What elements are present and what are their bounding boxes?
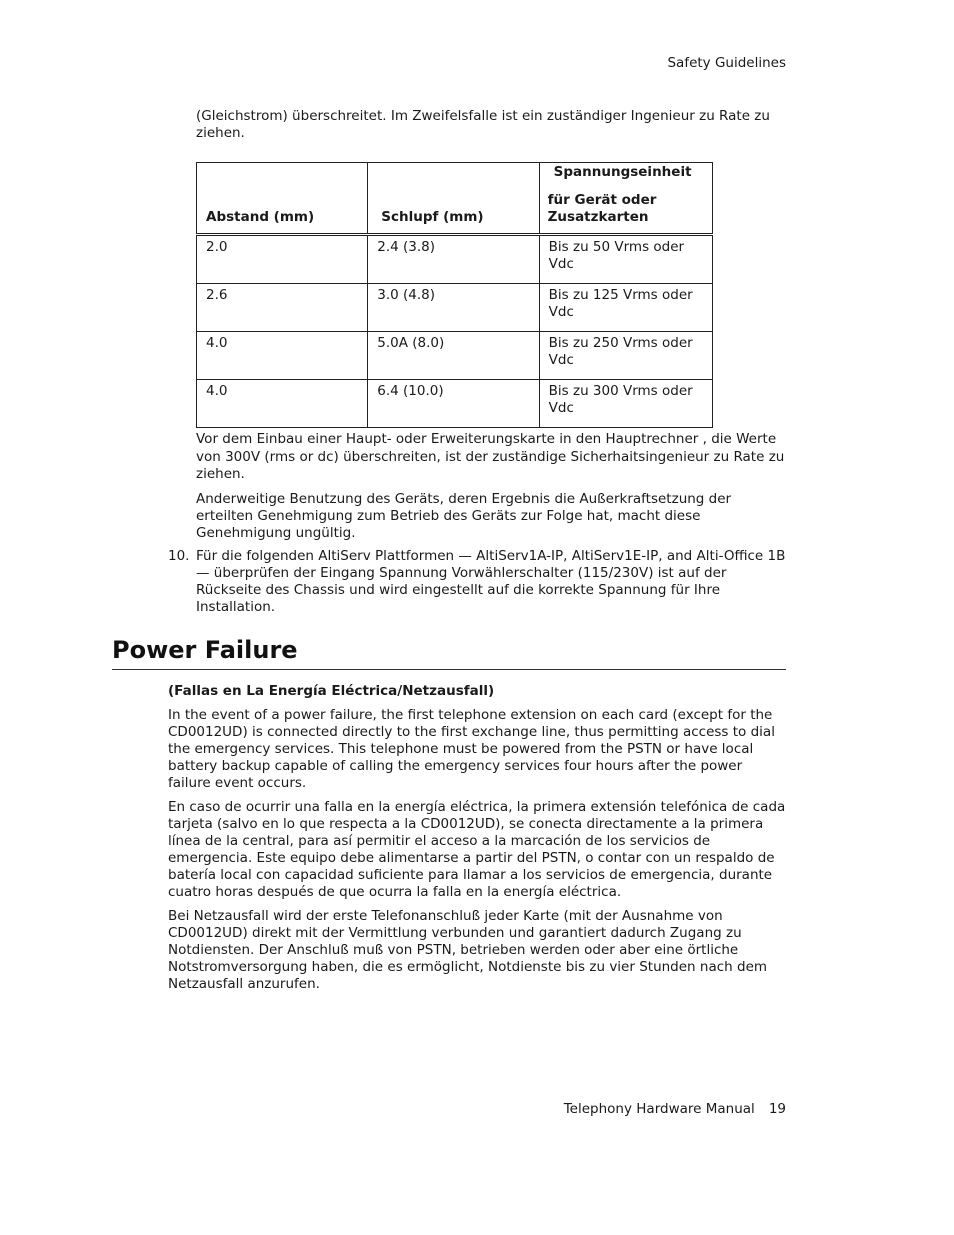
list-item-text: Für die folgenden AltiServ Plattformen — AltiServ1A-IP, AltiServ1E-IP, and Alti-Office 1B — überprüfen der Eingang Spannung Vorwählerschalter (115/230V) ist auf der Rückseite des Chassis und wird eingestellt auf die korrekte Spannung für Ihre Installation. <box>196 548 786 615</box>
header-creepage-label: Schlupf (mm) <box>381 209 484 225</box>
paragraph-installation-note: Vor dem Einbau einer Haupt- oder Erweiterungskarte in den Hauptrechner , die Werte von 300V (rms or dc) überschreiten, ist der zuständige Sicherhaitsingenieur zu Rate zu ziehen. <box>196 431 785 482</box>
paragraph-german: Bei Netzausfall wird der erste Telefonanschluß jeder Karte (mit der Ausnahme von CD0012UD) direkt mit der Vermittlung verbunden und garantiert dadurch Zugang zu Notdiensten. Der Anschluß muß von PSTN, betrieben werden oder aber eine örtliche Notstromversorgung haben, die es ermöglicht, Notdienste bis zu vier Stunden nach dem Netzausfall anzurufen. <box>168 908 768 992</box>
header-creepage <box>368 163 539 235</box>
cell-distance: 4.0 <box>197 332 368 380</box>
cell-voltage: Bis zu 50 Vrms oder Vdc <box>539 235 712 284</box>
paragraph-english: In the event of a power failure, the first telephone extension on each card (except for the CD0012UD) is connected directly to the first exchange line, thus permitting access to dial the emergency services. This telephone must be powered from the PSTN or have local battery backup capable of calling the emergency services four hours after the power failure event occurs. <box>168 707 775 791</box>
cell-creepage: 5.0A (8.0) <box>368 332 539 380</box>
table-row <box>197 332 713 380</box>
table-row <box>197 380 713 428</box>
table-header-row <box>197 163 713 235</box>
cell-voltage: Bis zu 300 Vrms oder Vdc <box>539 380 712 428</box>
paragraph-spanish: En caso de ocurrir una falla en la energía eléctrica, la primera extensión telefónica de cada tarjeta (salvo en lo que respecta a la CD0012UD), se conecta directamente a la primera línea de la central, para así permitir el acceso a la marcación de los servicios de emergencia. Este equipo debe alimentarse a partir del PSTN, o contar con un respaldo de batería local con capacidad suficiente para llamar a los servicios de emergencia, durante cuatro horas después de que ocurra la falla en la energía eléctrica. <box>168 799 786 900</box>
page-number: 19 <box>768 1101 786 1117</box>
cell-distance: 2.0 <box>197 235 368 284</box>
running-header: Safety Guidelines <box>667 55 786 71</box>
clearance-table <box>196 162 713 428</box>
cell-distance: 4.0 <box>197 380 368 428</box>
header-voltage <box>539 163 712 235</box>
section-divider <box>112 669 786 670</box>
intro-paragraph: (Gleichstrom) überschreitet. Im Zweifelsfalle ist ein zuständiger Ingenieur zu Rate zu ziehen. <box>196 108 770 141</box>
header-voltage-top: Spannungseinheit <box>553 164 692 180</box>
section-title: Power Failure <box>112 636 298 664</box>
footer-manual-title: Telephony Hardware Manual <box>563 1101 755 1117</box>
cell-voltage: Bis zu 250 Vrms oder Vdc <box>539 332 712 380</box>
cell-creepage: 6.4 (10.0) <box>368 380 539 428</box>
header-distance-label: Abstand (mm) <box>206 209 315 225</box>
cell-creepage: 2.4 (3.8) <box>368 235 539 284</box>
cell-distance: 2.6 <box>197 284 368 332</box>
header-distance <box>197 163 368 235</box>
cell-voltage: Bis zu 125 Vrms oder Vdc <box>539 284 712 332</box>
section-subtitle: (Fallas en La Energía Eléctrica/Netzausfall) <box>168 683 495 699</box>
paragraph-approval-note: Anderweitige Benutzung des Geräts, deren Ergebnis die Außerkraftsetzung der erteilten Genehmigung zum Betrieb des Geräts zur Folge hat, macht diese Genehmigung ungültig. <box>196 491 732 541</box>
cell-creepage: 3.0 (4.8) <box>368 284 539 332</box>
table-row <box>197 235 713 284</box>
header-voltage-bottom: für Gerät oder Zusatzkarten <box>547 192 657 225</box>
list-item-number: 10. <box>168 548 190 564</box>
table-row <box>197 284 713 332</box>
page-footer <box>564 1101 786 1118</box>
